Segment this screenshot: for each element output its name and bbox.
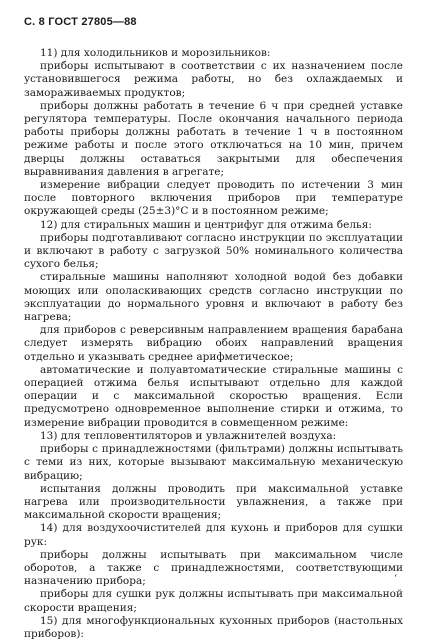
- paragraph: приборы должны работать в течение 6 ч при средней уставке регулятора температуры. После окончания начального периода работы приборы должны работать в течение 1 ч в постоянном режиме работы и после этого отключаться на 10 мин, причем дверцы должны оставаться закрытыми для обеспечения выравнивания давления в агрегате;: [24, 99, 403, 178]
- page-header: С. 8 ГОСТ 27805—88: [24, 16, 137, 28]
- paragraph: приборы испытывают в соответствии с их назначением после установившегося режима работы, но без охлаждаемых и замораживаемых продуктов;: [24, 60, 403, 99]
- paragraph: приборы подготавливают согласно инструкции по эксплуатации и включают в работу с загрузкой 50% номинального количества сухого белья;: [24, 231, 403, 271]
- paragraph: 15) для многофункциональных кухонных приборов (настольных приборов):: [24, 614, 403, 640]
- paragraph: автоматические и полуавтоматические стиральные машины с операцией отжима белья испытывают отдельно для каждой операции и с максимальной скоростью вращения. Если предусмотрено одновременное выполнение стирки и отжима, то измерение вибрации проводится в совмещенном режиме:: [24, 363, 403, 429]
- paragraph: 13) для тепловентиляторов и увлажнителей воздуха:: [40, 429, 337, 442]
- paragraph: для приборов с реверсивным направлением вращения барабана следует измерять вибрацию обоих направлений вращения отдельно и указывать среднее арифметическое;: [24, 324, 403, 363]
- paragraph: 11) для холодильников и морозильников:: [40, 47, 271, 59]
- paragraph: испытания должны проводить при максимальной уставке нагрева или производительности увлажнения, а также при максимальной скорости вращения;: [24, 482, 403, 522]
- paragraph: измерение вибрации следует проводить по истечении 3 мин после повторного включения приборов при температуре окружающей среды (25±3)°С и в постоянном режиме;: [24, 179, 403, 218]
- paragraph: 14) для воздухоочистителей для кухонь и приборов для сушки рук:: [24, 522, 403, 548]
- paragraph: стиральные машины наполняют холодной водой без добавки моющих или ополаскивающих средств согласно инструкции по эксплуатации до нормального уровня и включают в работу без нагрева;: [24, 271, 403, 324]
- paragraph: приборы должны испытывать при максимальном числе оборотов, а также с принадлежностями, соответствующими назначению прибора;: [24, 548, 403, 588]
- trailing-mark: ‘: [394, 574, 397, 584]
- paragraph: 12) для стиральных машин и центрифуг для отжима белья:: [40, 218, 372, 231]
- paragraph: приборы с принадлежностями (фильтрами) должны испытывать с теми из них, которые вызывают максимальную механическую вибрацию;: [24, 443, 403, 482]
- paragraph: приборы для сушки рук должны испытывать при максимальной скорости вращения;: [24, 588, 403, 614]
- body-text: [24, 47, 403, 641]
